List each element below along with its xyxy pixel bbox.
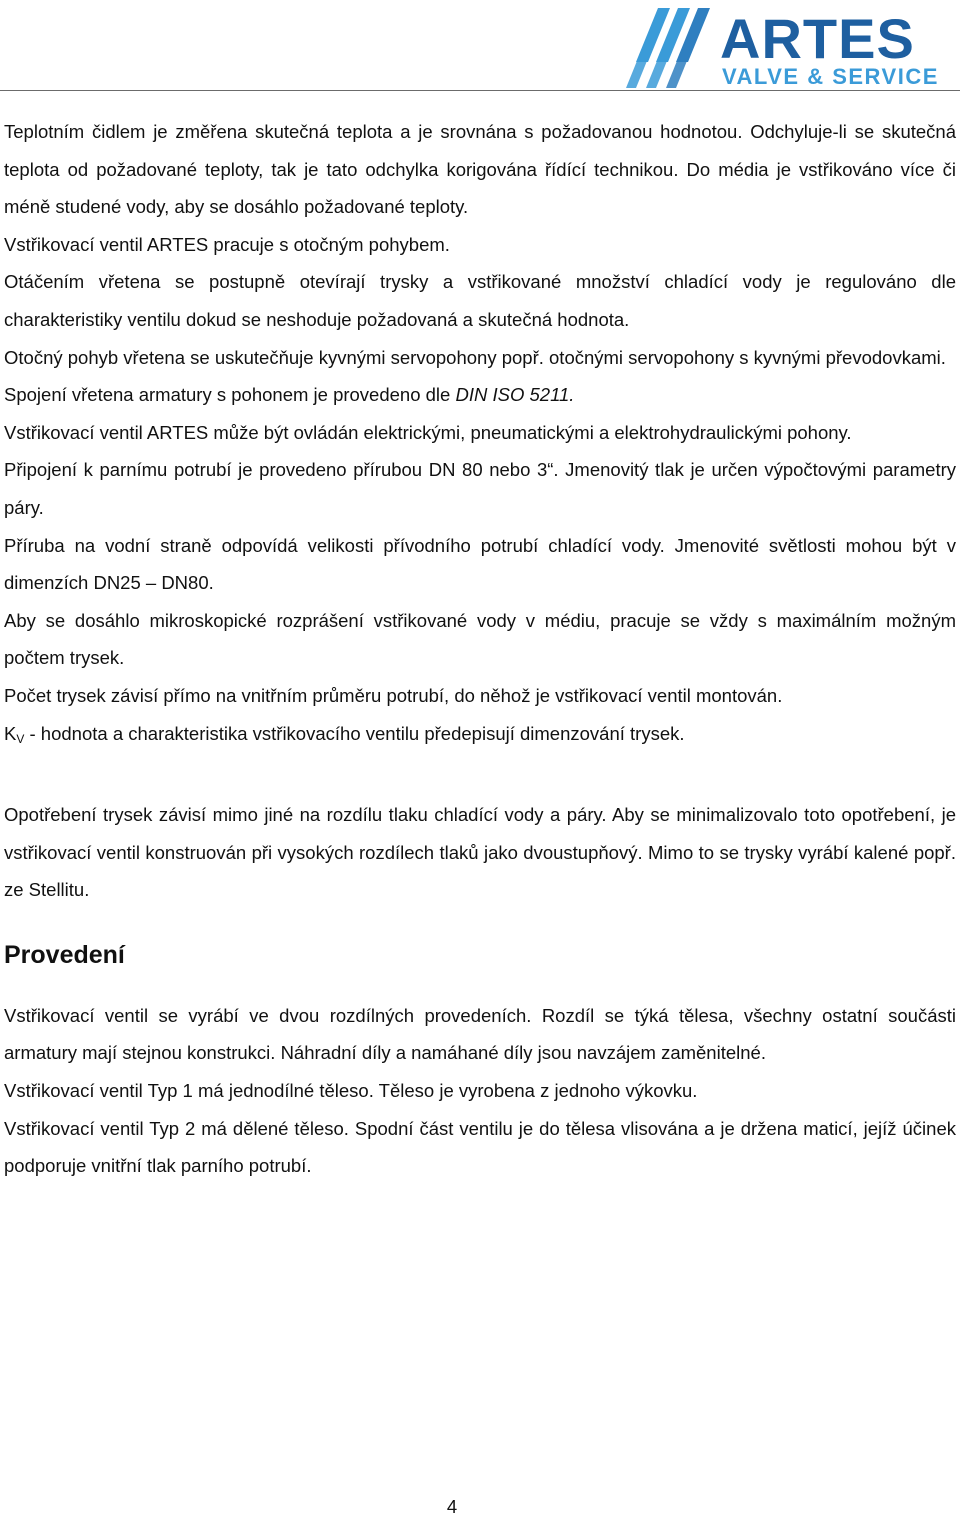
section-heading: Provedení [4,940,125,969]
paragraph: Vstřikovací ventil se vyrábí ve dvou rozdílných provedeních. Rozdíl se týká tělesa, všechny ostatní součásti armatury mají stejnou konstrukci. Náhradní díly a namáhané díly jsou navzájem zaměnitelné. [4,1004,956,1064]
logo-tagline: VALVE & SERVICE [722,64,939,89]
paragraph: Opotřebení trysek závisí mimo jiné na rozdílu tlaku chladící vody a páry. Aby se minimalizovalo toto opotřebení, je vstřikovací ventil konstruován při vysokých rozdílech tlaků jako dvoustupňový. Mimo to se trysky vyrábí kalené popř. ze Stellitu. [4,804,956,901]
paragraph: Otočný pohyb vřetena se uskutečňuje kyvnými servopohony popř. otočnými servopohony s kyvnými převodovkami. [4,346,946,368]
paragraph: Vstřikovací ventil Typ 2 má dělené těleso. Spodní část ventilu je do tělesa vlisována a je držena maticí, jejíž účinek podporuje vnitřní tlak parního potrubí. [4,1117,956,1177]
paragraph: Vstřikovací ventil Typ 1 má jednodílné těleso. Těleso je vyrobena z jednoho výkovku. [4,1080,698,1102]
paragraph: Počet trysek závisí přímo na vnitřním průměru potrubí, do něhož je vstřikovací ventil montován. [4,684,783,706]
document-body [4,113,956,1185]
page-number: 4 [446,1496,458,1517]
paragraph: Otáčením vřetena se postupně otevírají trysky a vstřikované množství chladící vody je regulováno dle charakteristiky ventilu dokud se neshoduje požadovaná a skutečná hodnota. [4,271,956,330]
standard-reference: DIN ISO 5211. [455,384,575,406]
header-rule [0,90,960,91]
spacer [4,977,956,997]
logo-name: ARTES [720,7,915,70]
paragraph-text: - hodnota a charakteristika vstřikovacího ventilu předepisují dimenzování trysek. [24,722,685,744]
page-header [0,0,960,92]
spacer [4,909,956,933]
paragraph: Připojení k parnímu potrubí je provedeno přírubou DN 80 nebo 3“. Jmenovitý tlak je určen výpočtovými parametry páry. [4,459,956,518]
paragraph: Vstřikovací ventil ARTES pracuje s otočným pohybem. [4,233,450,255]
paragraph-text: Spojení vřetena armatury s pohonem je provedeno dle [4,384,451,406]
kv-symbol: K [4,722,17,744]
paragraph: Teplotním čidlem je změřena skutečná teplota a je srovnána s požadovanou hodnotou. Odchyluje-li se skutečná teplota od požadované teploty, tak je tato odchylka korigována řídící technikou. Do média je vstřikováno více či méně studené vody, aby se dosáhlo požadované teploty. [4,121,956,218]
artes-logo [624,4,958,90]
spacer [4,758,956,796]
paragraph [4,715,956,759]
paragraph [4,376,956,414]
paragraph: Vstřikovací ventil ARTES může být ovládán elektrickými, pneumatickými a elektrohydraulickými pohony. [4,421,852,443]
kv-subscript: V [16,731,25,746]
paragraph: Příruba na vodní straně odpovídá velikosti přívodního potrubí chladící vody. Jmenovité světlosti mohou být v dimenzích DN25 – DN80. [4,534,956,594]
paragraph: Aby se dosáhlo mikroskopické rozprášení vstřikované vody v médiu, pracuje se vždy s maximálním možným počtem trysek. [4,609,956,669]
